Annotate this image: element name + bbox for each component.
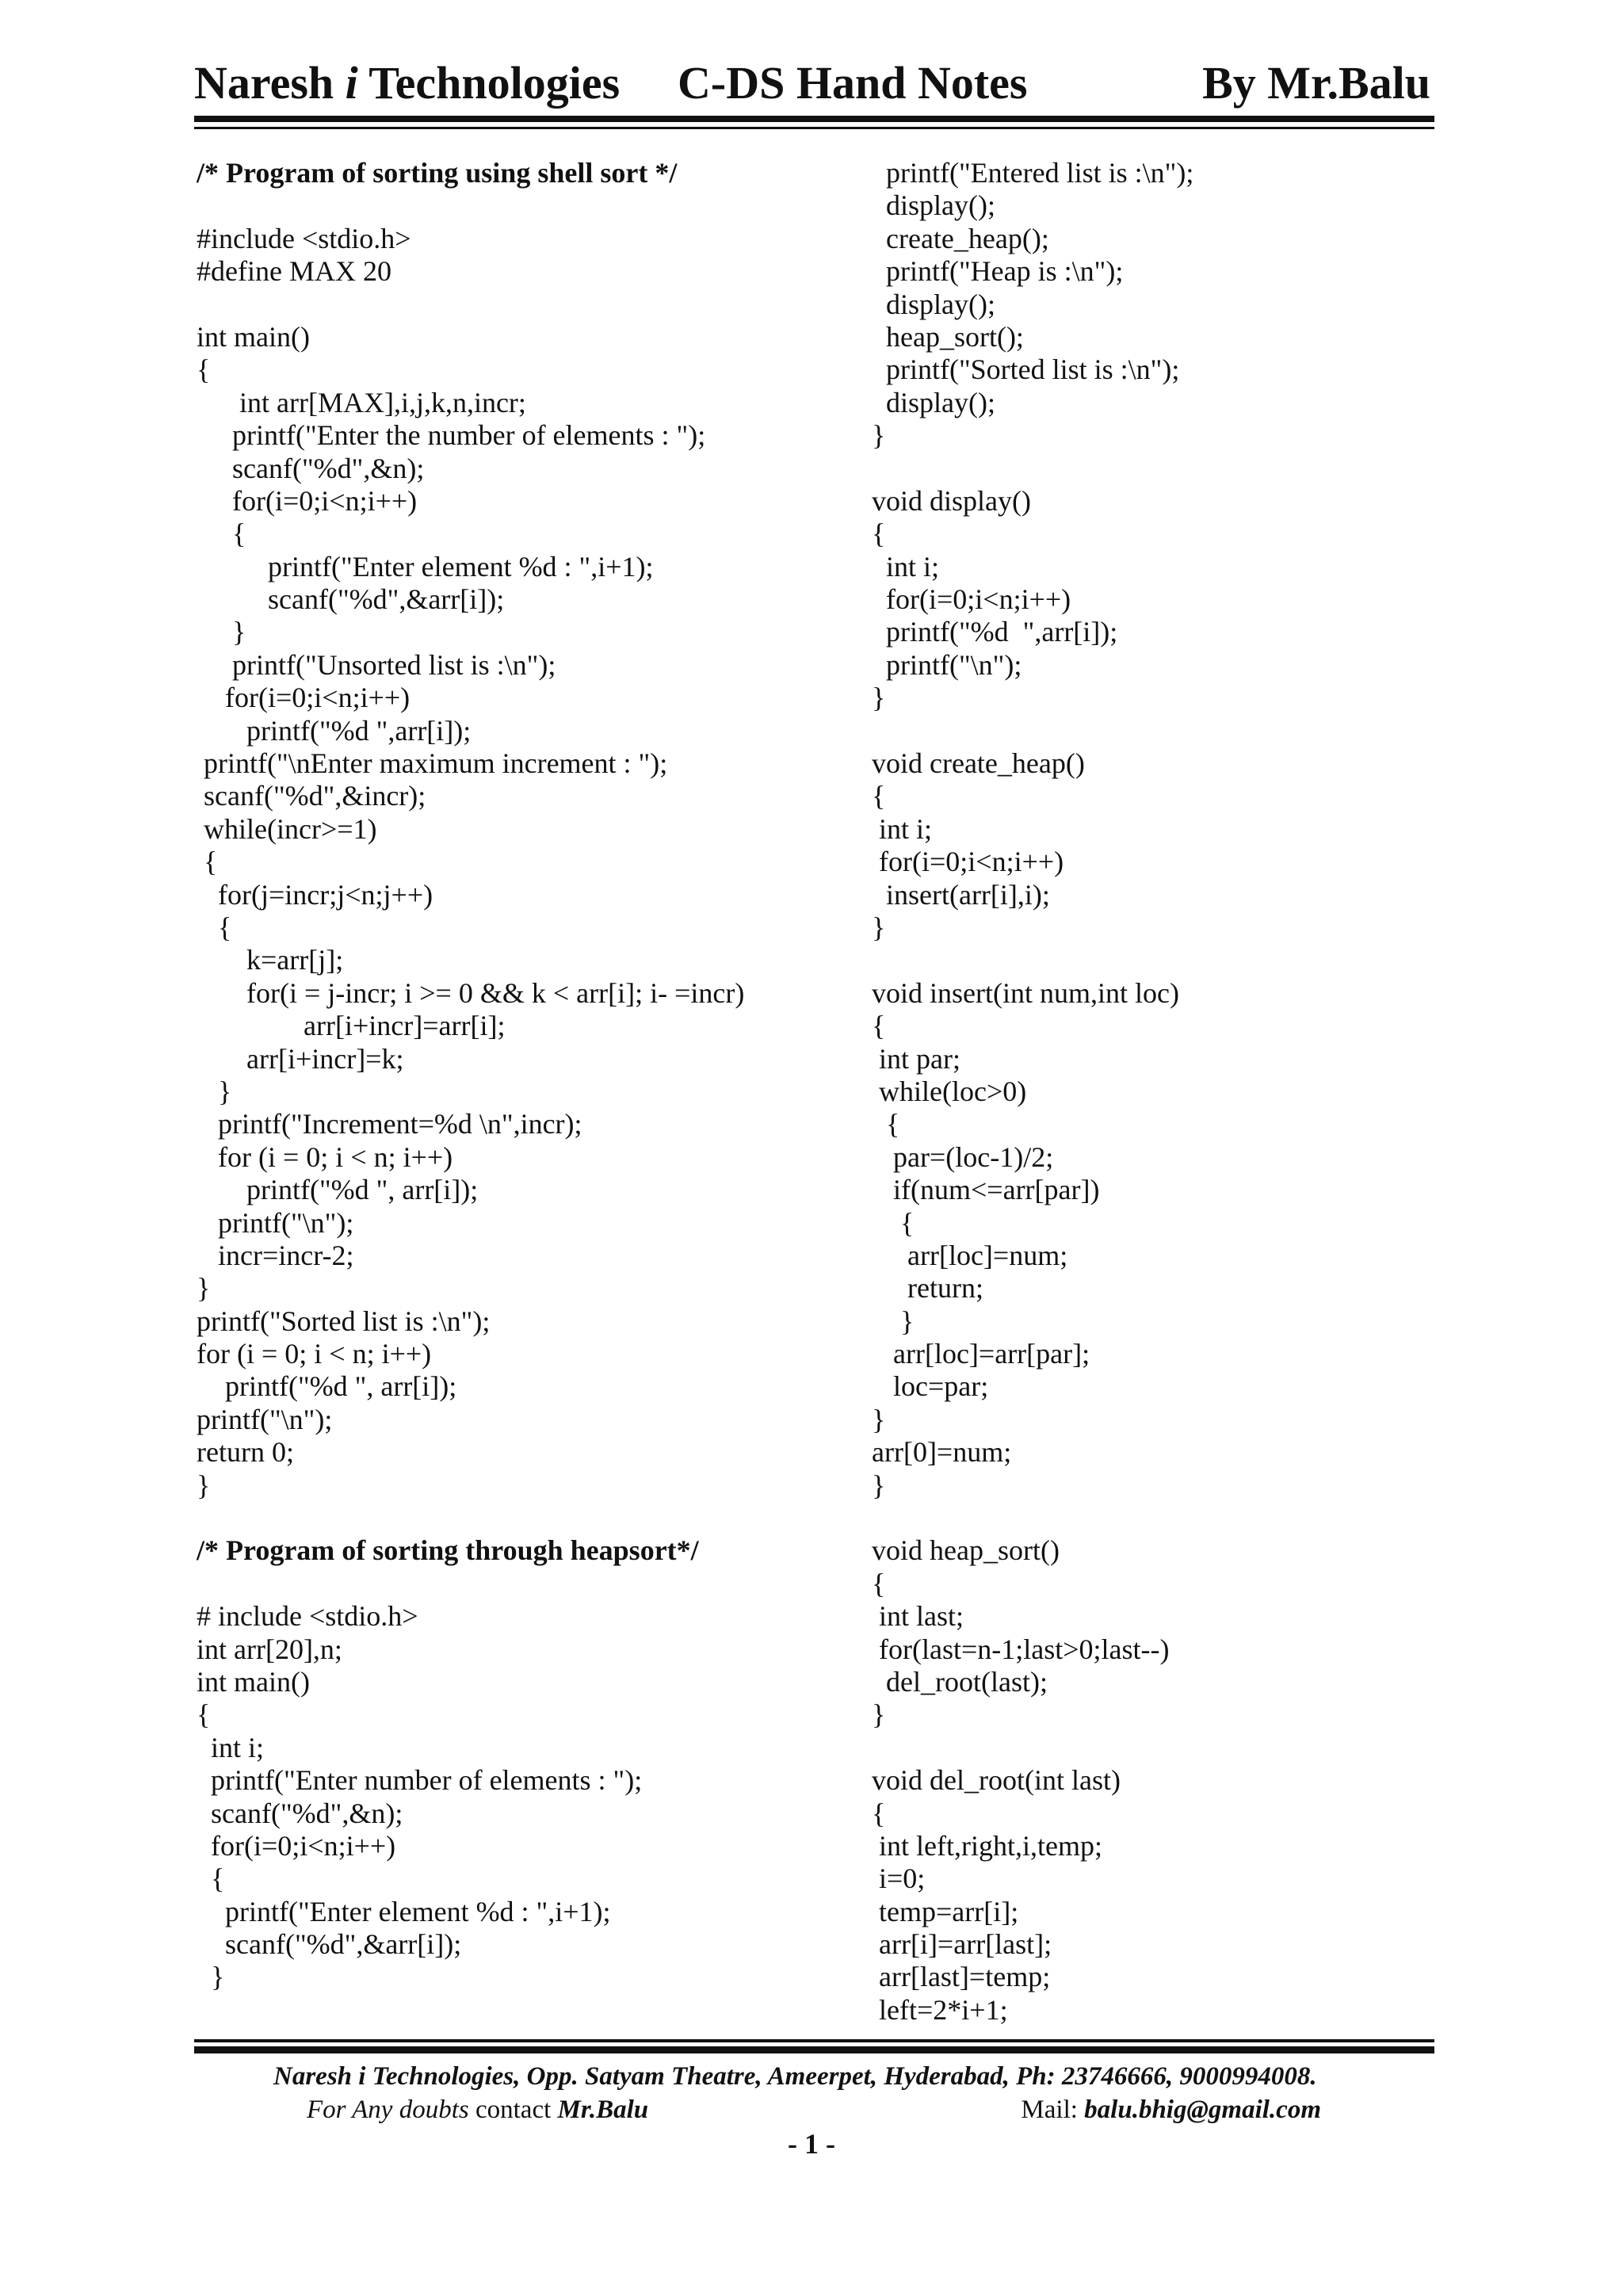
code-line: par=(loc-1)/2;: [872, 1140, 1054, 1173]
code-line: int i;: [872, 812, 933, 845]
code-line: int arr[MAX],i,j,k,n,incr;: [197, 386, 526, 418]
code-line: loc=par;: [872, 1370, 989, 1403]
code-line: int i;: [872, 550, 940, 583]
code-line: arr[loc]=num;: [872, 1239, 1068, 1271]
code-line: left=2*i+1;: [872, 1993, 1008, 2026]
code-line: void display(): [872, 484, 1031, 517]
code-line: k=arr[j];: [197, 944, 344, 976]
code-line: scanf("%d",&n);: [197, 1797, 403, 1829]
code-line: }: [872, 1305, 915, 1337]
code-line: {: [872, 780, 886, 812]
code-line: incr=incr-2;: [197, 1239, 354, 1271]
right-code-column: [872, 157, 1442, 2027]
code-line: for (i = 0; i < n; i++): [197, 1338, 432, 1370]
page-header: [194, 55, 1430, 111]
code-line: {: [872, 1797, 886, 1829]
code-line: printf("\n");: [197, 1206, 354, 1239]
code-line: del_root(last);: [872, 1665, 1048, 1698]
header-author: By Mr.Balu: [1202, 57, 1430, 109]
code-line: int main(): [197, 1665, 310, 1698]
code-line: scanf("%d",&arr[i]);: [197, 583, 505, 616]
code-line: printf("%d ", arr[i]);: [197, 1370, 457, 1403]
code-line: printf("Increment=%d \n",incr);: [197, 1108, 582, 1140]
code-line: # include <stdio.h>: [197, 1600, 418, 1633]
section-heading: /* Program of sorting through heapsort*/: [197, 1534, 699, 1567]
code-line: for(i=0;i<n;i++): [197, 1829, 396, 1862]
code-line: arr[0]=num;: [872, 1436, 1012, 1469]
code-line: arr[i+incr]=k;: [197, 1042, 404, 1075]
code-line: int i;: [197, 1731, 265, 1763]
code-line: #include <stdio.h>: [197, 222, 411, 254]
code-line: for(i=0;i<n;i++): [872, 846, 1064, 878]
code-line: scanf("%d",&incr);: [197, 780, 426, 812]
footer-doubts-name: Mr.Balu: [557, 2095, 649, 2124]
code-line: printf("Sorted list is :\n");: [872, 353, 1180, 386]
code-line: printf("Entered list is :\n");: [872, 157, 1194, 189]
code-line: printf("Sorted list is :\n");: [197, 1305, 491, 1337]
page-number: - 1 -: [788, 2128, 835, 2160]
code-line: }: [197, 1075, 232, 1107]
code-line: arr[i]=arr[last];: [872, 1928, 1052, 1961]
header-company-post: Technologies: [357, 57, 621, 109]
code-line: }: [872, 1403, 886, 1435]
code-line: {: [197, 353, 211, 386]
code-line: printf("%d ",arr[i]);: [197, 714, 472, 747]
code-line: printf("Heap is :\n");: [872, 255, 1124, 288]
code-line: [872, 1502, 1442, 1534]
code-line: {: [872, 1108, 900, 1140]
code-line: {: [872, 1010, 886, 1042]
code-line: [872, 453, 1442, 485]
footer-rule-thin: [194, 2039, 1434, 2042]
code-line: }: [872, 682, 886, 714]
code-line: for(j=incr;j<n;j++): [197, 878, 433, 911]
code-line: void del_root(int last): [872, 1764, 1121, 1797]
code-line: while(incr>=1): [197, 812, 377, 845]
code-line: printf("%d ", arr[i]);: [197, 1174, 479, 1206]
code-line: for(i=0;i<n;i++): [197, 484, 418, 517]
footer-doubts-mid: contact: [468, 2095, 558, 2124]
code-line: }: [197, 1961, 225, 1993]
footer-mail-label: Mail:: [1021, 2095, 1085, 2124]
code-line: printf("Enter element %d : ",i+1);: [197, 1895, 611, 1927]
code-line: [197, 1568, 846, 1600]
header-company: [194, 55, 620, 111]
code-line: {: [872, 1206, 915, 1239]
code-line: }: [872, 1698, 886, 1731]
code-line: {: [197, 911, 232, 943]
code-line: int main(): [197, 320, 310, 353]
code-line: }: [872, 1469, 886, 1501]
code-line: printf("\nEnter maximum increment : ");: [197, 747, 668, 780]
code-line: heap_sort();: [872, 320, 1024, 353]
code-line: printf("Enter element %d : ",i+1);: [197, 550, 654, 583]
footer-address: Naresh i Technologies, Opp. Satyam Theatre, Ameerpet, Hyderabad, Ph: 23746666, 9000994008.: [273, 2062, 1317, 2091]
code-line: }: [872, 911, 886, 943]
code-line: {: [872, 518, 886, 550]
header-company-pre: Naresh: [194, 57, 346, 109]
code-line: arr[i+incr]=arr[i];: [197, 1010, 506, 1042]
code-line: [197, 1502, 846, 1534]
header-rule-thick: [194, 116, 1434, 122]
code-line: }: [872, 419, 886, 452]
code-line: arr[loc]=arr[par];: [872, 1338, 1090, 1370]
code-line: printf("\n");: [872, 648, 1022, 681]
code-line: return 0;: [197, 1436, 294, 1469]
code-line: arr[last]=temp;: [872, 1961, 1051, 1993]
header-rule-thin: [194, 127, 1434, 129]
code-line: return;: [872, 1272, 983, 1305]
section-heading: /* Program of sorting using shell sort */: [197, 157, 678, 189]
header-title: C-DS Hand Notes: [678, 57, 1028, 109]
code-line: for (i = 0; i < n; i++): [197, 1140, 453, 1173]
code-line: [197, 189, 846, 222]
code-line: scanf("%d",&arr[i]);: [197, 1928, 462, 1961]
code-line: {: [197, 1862, 225, 1895]
footer-mail: [1021, 2092, 1321, 2127]
code-line: int left,right,i,temp;: [872, 1829, 1102, 1862]
code-line: create_heap();: [872, 222, 1049, 254]
code-line: }: [197, 1272, 211, 1305]
code-line: display();: [872, 189, 995, 222]
footer-rule-thick: [194, 2046, 1434, 2053]
code-line: printf("Enter the number of elements : ");: [197, 419, 706, 452]
code-line: }: [197, 1469, 211, 1501]
code-line: i=0;: [872, 1862, 926, 1895]
code-line: for(i=0;i<n;i++): [197, 682, 411, 714]
code-line: {: [197, 518, 246, 550]
code-line: display();: [872, 386, 995, 418]
code-line: {: [197, 846, 218, 878]
code-line: printf("Unsorted list is :\n");: [197, 648, 556, 681]
code-line: if(num<=arr[par]): [872, 1174, 1100, 1206]
code-line: temp=arr[i];: [872, 1895, 1019, 1927]
code-line: printf("\n");: [197, 1403, 333, 1435]
code-line: scanf("%d",&n);: [197, 452, 425, 484]
footer-doubts-pre: For Any doubts: [307, 2095, 469, 2124]
code-line: display();: [872, 288, 995, 320]
footer-mail-address[interactable]: balu.bhig@gmail.com: [1084, 2095, 1321, 2124]
code-line: void insert(int num,int loc): [872, 976, 1179, 1009]
code-line: #define MAX 20: [197, 255, 391, 288]
header-company-i: i: [345, 57, 358, 109]
code-line: {: [872, 1567, 886, 1599]
code-line: void heap_sort(): [872, 1534, 1060, 1567]
footer-contact: [307, 2092, 1353, 2127]
code-line: int arr[20],n;: [197, 1633, 342, 1665]
code-line: [872, 944, 1442, 976]
code-line: int last;: [872, 1600, 964, 1633]
code-line: {: [197, 1698, 211, 1731]
code-line: for(i=0;i<n;i++): [872, 583, 1071, 616]
code-line: while(loc>0): [872, 1075, 1027, 1107]
code-line: }: [197, 616, 246, 648]
code-line: void create_heap(): [872, 747, 1085, 780]
code-line: [872, 715, 1442, 747]
code-line: [872, 1732, 1442, 1764]
code-line: printf("Enter number of elements : ");: [197, 1764, 643, 1797]
footer-doubts: [307, 2092, 648, 2127]
code-line: insert(arr[i],i);: [872, 878, 1050, 911]
left-code-column: [197, 157, 846, 1994]
code-line: printf("%d ",arr[i]);: [872, 616, 1118, 648]
code-line: for(i = j-incr; i >= 0 && k < arr[i]; i- =incr): [197, 976, 745, 1009]
code-line: for(last=n-1;last>0;last--): [872, 1633, 1170, 1665]
code-line: int par;: [872, 1042, 960, 1075]
code-line: [197, 288, 846, 321]
